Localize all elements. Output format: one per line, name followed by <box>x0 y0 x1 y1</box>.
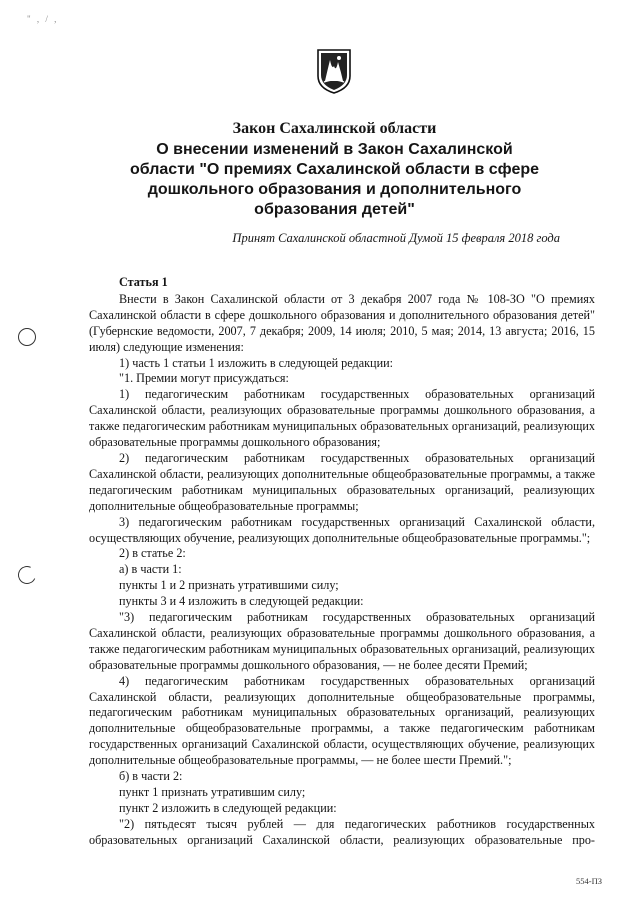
document-code: 554-ПЗ <box>576 876 602 886</box>
punch-hole-mark <box>18 328 36 346</box>
article-paragraph: а) в части 1: <box>119 562 182 577</box>
article-paragraph: пункт 2 изложить в следующей редакции: <box>119 800 337 815</box>
article-paragraph: б) в части 2: <box>119 769 183 784</box>
article-paragraph: 2) в статье 2: <box>119 546 186 561</box>
article-paragraph: 4) педагогическим работникам государственных образовательных организаций Сахалинской области, реализующих дополнительные общеобразовательные программы, педагогическим работникам муниципальных образовательных организаций, реализующих дополнительные общеобразовательные программы, а также педагогическим работникам государственных организаций Сахалинской области, осуществляющих обучение, реализующих дополнительные общеобразовательные программы, — не более шести Премий."; <box>89 673 595 768</box>
article-paragraph: "2) пятьдесят тысяч рублей — для педагогических работников государственных образовательных организаций Сахалинской области, реализующих образовательные про- <box>89 816 595 847</box>
article-paragraph: 3) педагогическим работникам государственных организаций Сахалинской области, осуществляющих обучение, реализующих дополнительные общеобразовательные программы."; <box>89 514 595 545</box>
article-paragraph: 1) педагогическим работникам государственных образовательных организаций Сахалинской области, реализующих образовательные программы дошкольного образования, а также педагогическим работникам муниципальных образовательных организаций, реализующих образовательные программы дошкольного образования; <box>89 387 595 450</box>
article-paragraph: 1) часть 1 статьи 1 изложить в следующей редакции: <box>119 355 394 370</box>
punch-hole-mark <box>15 563 38 586</box>
article-paragraph: пункты 1 и 2 признать утратившими силу; <box>119 578 339 593</box>
adoption-note: Принят Сахалинской областной Думой 15 февраля 2018 года <box>232 231 560 245</box>
article-paragraph: 2) педагогическим работникам государственных образовательных организаций Сахалинской области, реализующих дополнительные общеобразовательные программы, а также педагогическим работникам муниципальных образовательных организаций, реализующих дополнительные общеобразовательные программы; <box>89 450 595 513</box>
article-paragraph: "1. Премии могут присуждаться: <box>119 371 289 386</box>
law-title-line: О внесении изменений в Закон Сахалинской <box>156 141 513 158</box>
article-paragraph: пункты 3 и 4 изложить в следующей редакции: <box>119 594 364 609</box>
article-paragraph: "3) педагогическим работникам государственных образовательных организаций Сахалинской области, реализующих образовательные программы дошкольного образования, а также педагогическим работникам муниципальных образовательных организаций, реализующих образовательные программы дошкольного образования, — не более десяти Премий; <box>89 610 595 672</box>
scan-artifact: " , / , <box>27 14 59 24</box>
article-paragraph: Внести в Закон Сахалинской области от 3 декабря 2007 года № 108-ЗО "О премиях Сахалинской области в сфере дошкольного образования и дополнительного образования детей" (Губернские ведомости, 2007, 7 декабря; 2009, 14 июля; 2010, 5 мая; 2014, 13 августа; 2016, 15 июля) следующие изменения: <box>89 291 595 354</box>
law-title-line: области "О премиях Сахалинской области в сфере <box>129 161 540 178</box>
law-title-line: образования детей" <box>254 201 415 218</box>
coat-of-arms-icon <box>316 48 352 94</box>
article-paragraph: пункт 1 признать утратившим силу; <box>119 785 306 799</box>
law-name: Закон Сахалинской области <box>232 120 437 137</box>
article-body <box>89 275 595 849</box>
law-title-line: дошкольного образования и дополнительного <box>147 181 522 198</box>
law-header <box>92 120 577 220</box>
article-heading: Статья 1 <box>119 275 168 289</box>
